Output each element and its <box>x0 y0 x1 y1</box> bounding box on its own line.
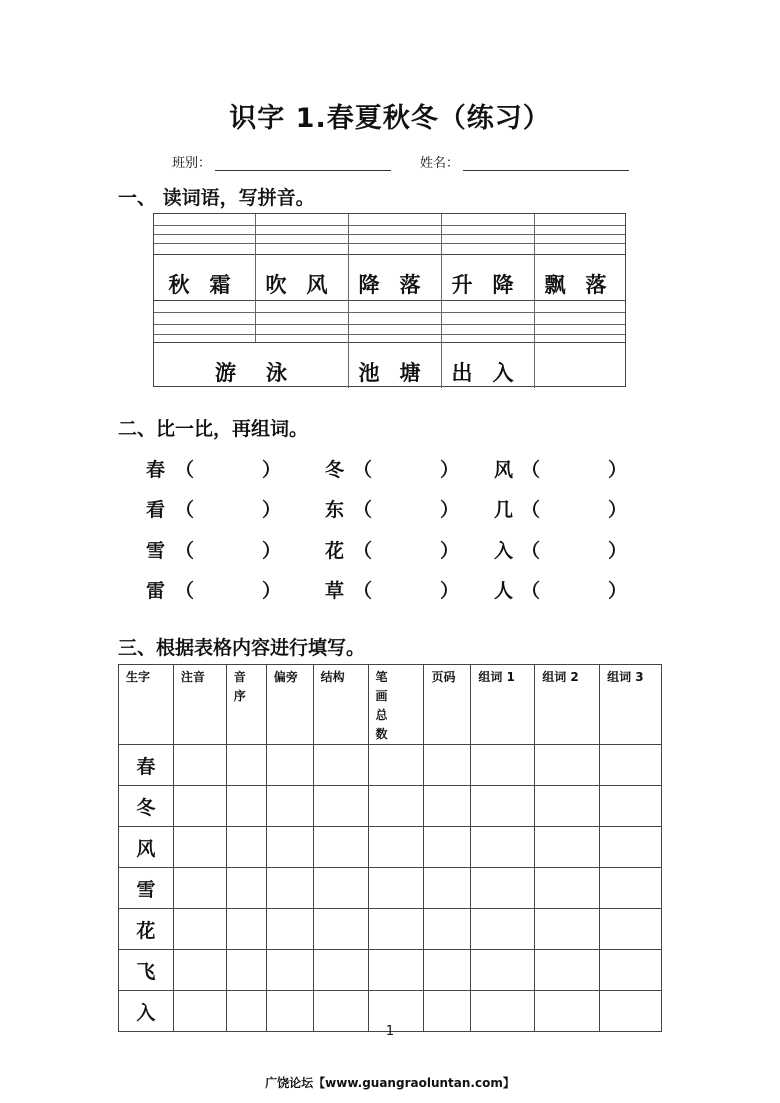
blank-cell[interactable] <box>471 950 535 991</box>
compare-char: 几 <box>494 499 514 521</box>
open-paren: （ <box>521 580 541 602</box>
compare-char: 东 <box>325 499 345 521</box>
blank-cell[interactable] <box>173 827 226 868</box>
close-paren: ） <box>608 459 628 481</box>
close-paren: ） <box>440 540 460 562</box>
blank-cell[interactable] <box>424 786 471 827</box>
name-field[interactable] <box>420 152 629 171</box>
blank-cell[interactable] <box>600 745 662 786</box>
compare-char: 草 <box>325 580 345 602</box>
header-cell: 音序 <box>226 665 266 745</box>
blank-cell[interactable] <box>600 868 662 909</box>
word-cell: 降落 <box>358 273 441 297</box>
blank-cell[interactable] <box>226 868 266 909</box>
close-paren: ） <box>262 580 282 602</box>
close-paren: ） <box>608 540 628 562</box>
blank-cell[interactable] <box>600 909 662 950</box>
blank-cell[interactable] <box>173 786 226 827</box>
table-row <box>119 909 662 950</box>
char-cell: 冬 <box>119 786 174 827</box>
blank-cell[interactable] <box>368 786 424 827</box>
blank-cell[interactable] <box>313 909 368 950</box>
header-cell: 生字 <box>119 665 174 745</box>
compare-char: 春 <box>146 459 166 481</box>
blank-cell[interactable] <box>313 827 368 868</box>
table-row <box>119 950 662 991</box>
open-paren: （ <box>521 459 541 481</box>
close-paren: ） <box>608 580 628 602</box>
header-cell: 注音 <box>173 665 226 745</box>
blank-cell[interactable] <box>313 745 368 786</box>
blank-cell[interactable] <box>535 868 600 909</box>
section2-heading: 二、比一比，再组词。 <box>118 418 309 440</box>
page-number: 1 <box>385 1024 395 1039</box>
blank-cell[interactable] <box>266 745 313 786</box>
table-row <box>119 745 662 786</box>
open-paren: （ <box>175 540 195 562</box>
header-cell: 组词 1 <box>471 665 535 745</box>
blank-cell[interactable] <box>226 786 266 827</box>
blank-cell[interactable] <box>600 827 662 868</box>
blank-cell[interactable] <box>535 786 600 827</box>
blank-cell[interactable] <box>173 909 226 950</box>
blank-cell[interactable] <box>424 745 471 786</box>
blank-cell[interactable] <box>226 827 266 868</box>
word-cell: 池塘 <box>358 361 441 385</box>
blank-cell[interactable] <box>600 950 662 991</box>
class-blank[interactable] <box>215 156 391 171</box>
table-row <box>119 786 662 827</box>
blank-cell[interactable] <box>313 786 368 827</box>
compare-char: 看 <box>146 499 166 521</box>
compare-char: 入 <box>494 540 514 562</box>
char-cell: 飞 <box>119 950 174 991</box>
blank-cell[interactable] <box>535 827 600 868</box>
blank-cell[interactable] <box>368 827 424 868</box>
close-paren: ） <box>440 499 460 521</box>
blank-cell[interactable] <box>266 950 313 991</box>
open-paren: （ <box>175 580 195 602</box>
char-cell: 雪 <box>119 868 174 909</box>
char-cell: 入 <box>119 991 174 1032</box>
open-paren: （ <box>353 459 373 481</box>
blank-cell[interactable] <box>424 868 471 909</box>
char-cell: 花 <box>119 909 174 950</box>
open-paren: （ <box>175 459 195 481</box>
word-cell: 飘落 <box>544 273 627 297</box>
blank-cell[interactable] <box>226 909 266 950</box>
table-row <box>119 868 662 909</box>
blank-cell[interactable] <box>424 909 471 950</box>
compare-char: 花 <box>325 540 345 562</box>
blank-cell[interactable] <box>266 909 313 950</box>
close-paren: ） <box>262 540 282 562</box>
blank-cell[interactable] <box>471 745 535 786</box>
blank-cell[interactable] <box>266 827 313 868</box>
word-cell: 吹风 <box>265 273 348 297</box>
name-blank[interactable] <box>463 156 629 171</box>
page-title: 识字 1.春夏秋冬（练习） <box>229 103 551 134</box>
word-cell: 出入 <box>451 361 534 385</box>
character-table <box>118 664 662 1032</box>
blank-cell[interactable] <box>471 868 535 909</box>
blank-cell[interactable] <box>424 950 471 991</box>
blank-cell[interactable] <box>471 827 535 868</box>
compare-char: 风 <box>494 459 514 481</box>
footer-source: 广饶论坛【www.guangraoluntan.com】 <box>265 1076 515 1090</box>
char-cell: 春 <box>119 745 174 786</box>
class-label: 班别： <box>172 156 212 171</box>
close-paren: ） <box>440 580 460 602</box>
word-cell: 秋霜 <box>168 273 251 297</box>
word-cell: 升降 <box>451 273 534 297</box>
header-cell: 页码 <box>424 665 471 745</box>
open-paren: （ <box>353 540 373 562</box>
blank-cell[interactable] <box>226 950 266 991</box>
blank-cell[interactable] <box>266 786 313 827</box>
blank-cell[interactable] <box>535 950 600 991</box>
open-paren: （ <box>353 580 373 602</box>
blank-cell[interactable] <box>368 868 424 909</box>
compare-char: 人 <box>494 580 514 602</box>
header-cell: 偏旁 <box>266 665 313 745</box>
blank-cell[interactable] <box>313 868 368 909</box>
blank-cell[interactable] <box>368 950 424 991</box>
header-cell: 组词 3 <box>600 665 662 745</box>
open-paren: （ <box>175 499 195 521</box>
word-cell: 游泳 <box>215 361 317 385</box>
compare-char: 雷 <box>146 580 166 602</box>
close-paren: ） <box>262 459 282 481</box>
blank-cell[interactable] <box>266 868 313 909</box>
close-paren: ） <box>440 459 460 481</box>
blank-cell[interactable] <box>313 950 368 991</box>
open-paren: （ <box>521 540 541 562</box>
blank-cell[interactable] <box>600 786 662 827</box>
blank-cell[interactable] <box>226 745 266 786</box>
blank-cell[interactable] <box>535 745 600 786</box>
close-paren: ） <box>608 499 628 521</box>
char-cell: 风 <box>119 827 174 868</box>
section1-heading: 一、 读词语，写拼音。 <box>118 187 315 209</box>
open-paren: （ <box>353 499 373 521</box>
blank-cell[interactable] <box>471 786 535 827</box>
open-paren: （ <box>521 499 541 521</box>
blank-cell[interactable] <box>173 950 226 991</box>
class-field[interactable] <box>172 152 391 171</box>
blank-cell[interactable] <box>368 909 424 950</box>
compare-char: 冬 <box>325 459 345 481</box>
name-label: 姓名： <box>420 156 460 171</box>
compare-char: 雪 <box>146 540 166 562</box>
blank-cell[interactable] <box>368 745 424 786</box>
header-cell: 结构 <box>313 665 368 745</box>
pinyin-table <box>153 213 626 387</box>
header-cell: 笔画总数 <box>368 665 424 745</box>
blank-cell[interactable] <box>173 745 226 786</box>
blank-cell[interactable] <box>173 868 226 909</box>
section3-heading: 三、根据表格内容进行填写。 <box>118 637 366 659</box>
blank-cell[interactable] <box>535 909 600 950</box>
close-paren: ） <box>262 499 282 521</box>
header-cell: 组词 2 <box>535 665 600 745</box>
table-row <box>119 827 662 868</box>
blank-cell[interactable] <box>424 827 471 868</box>
blank-cell[interactable] <box>471 909 535 950</box>
